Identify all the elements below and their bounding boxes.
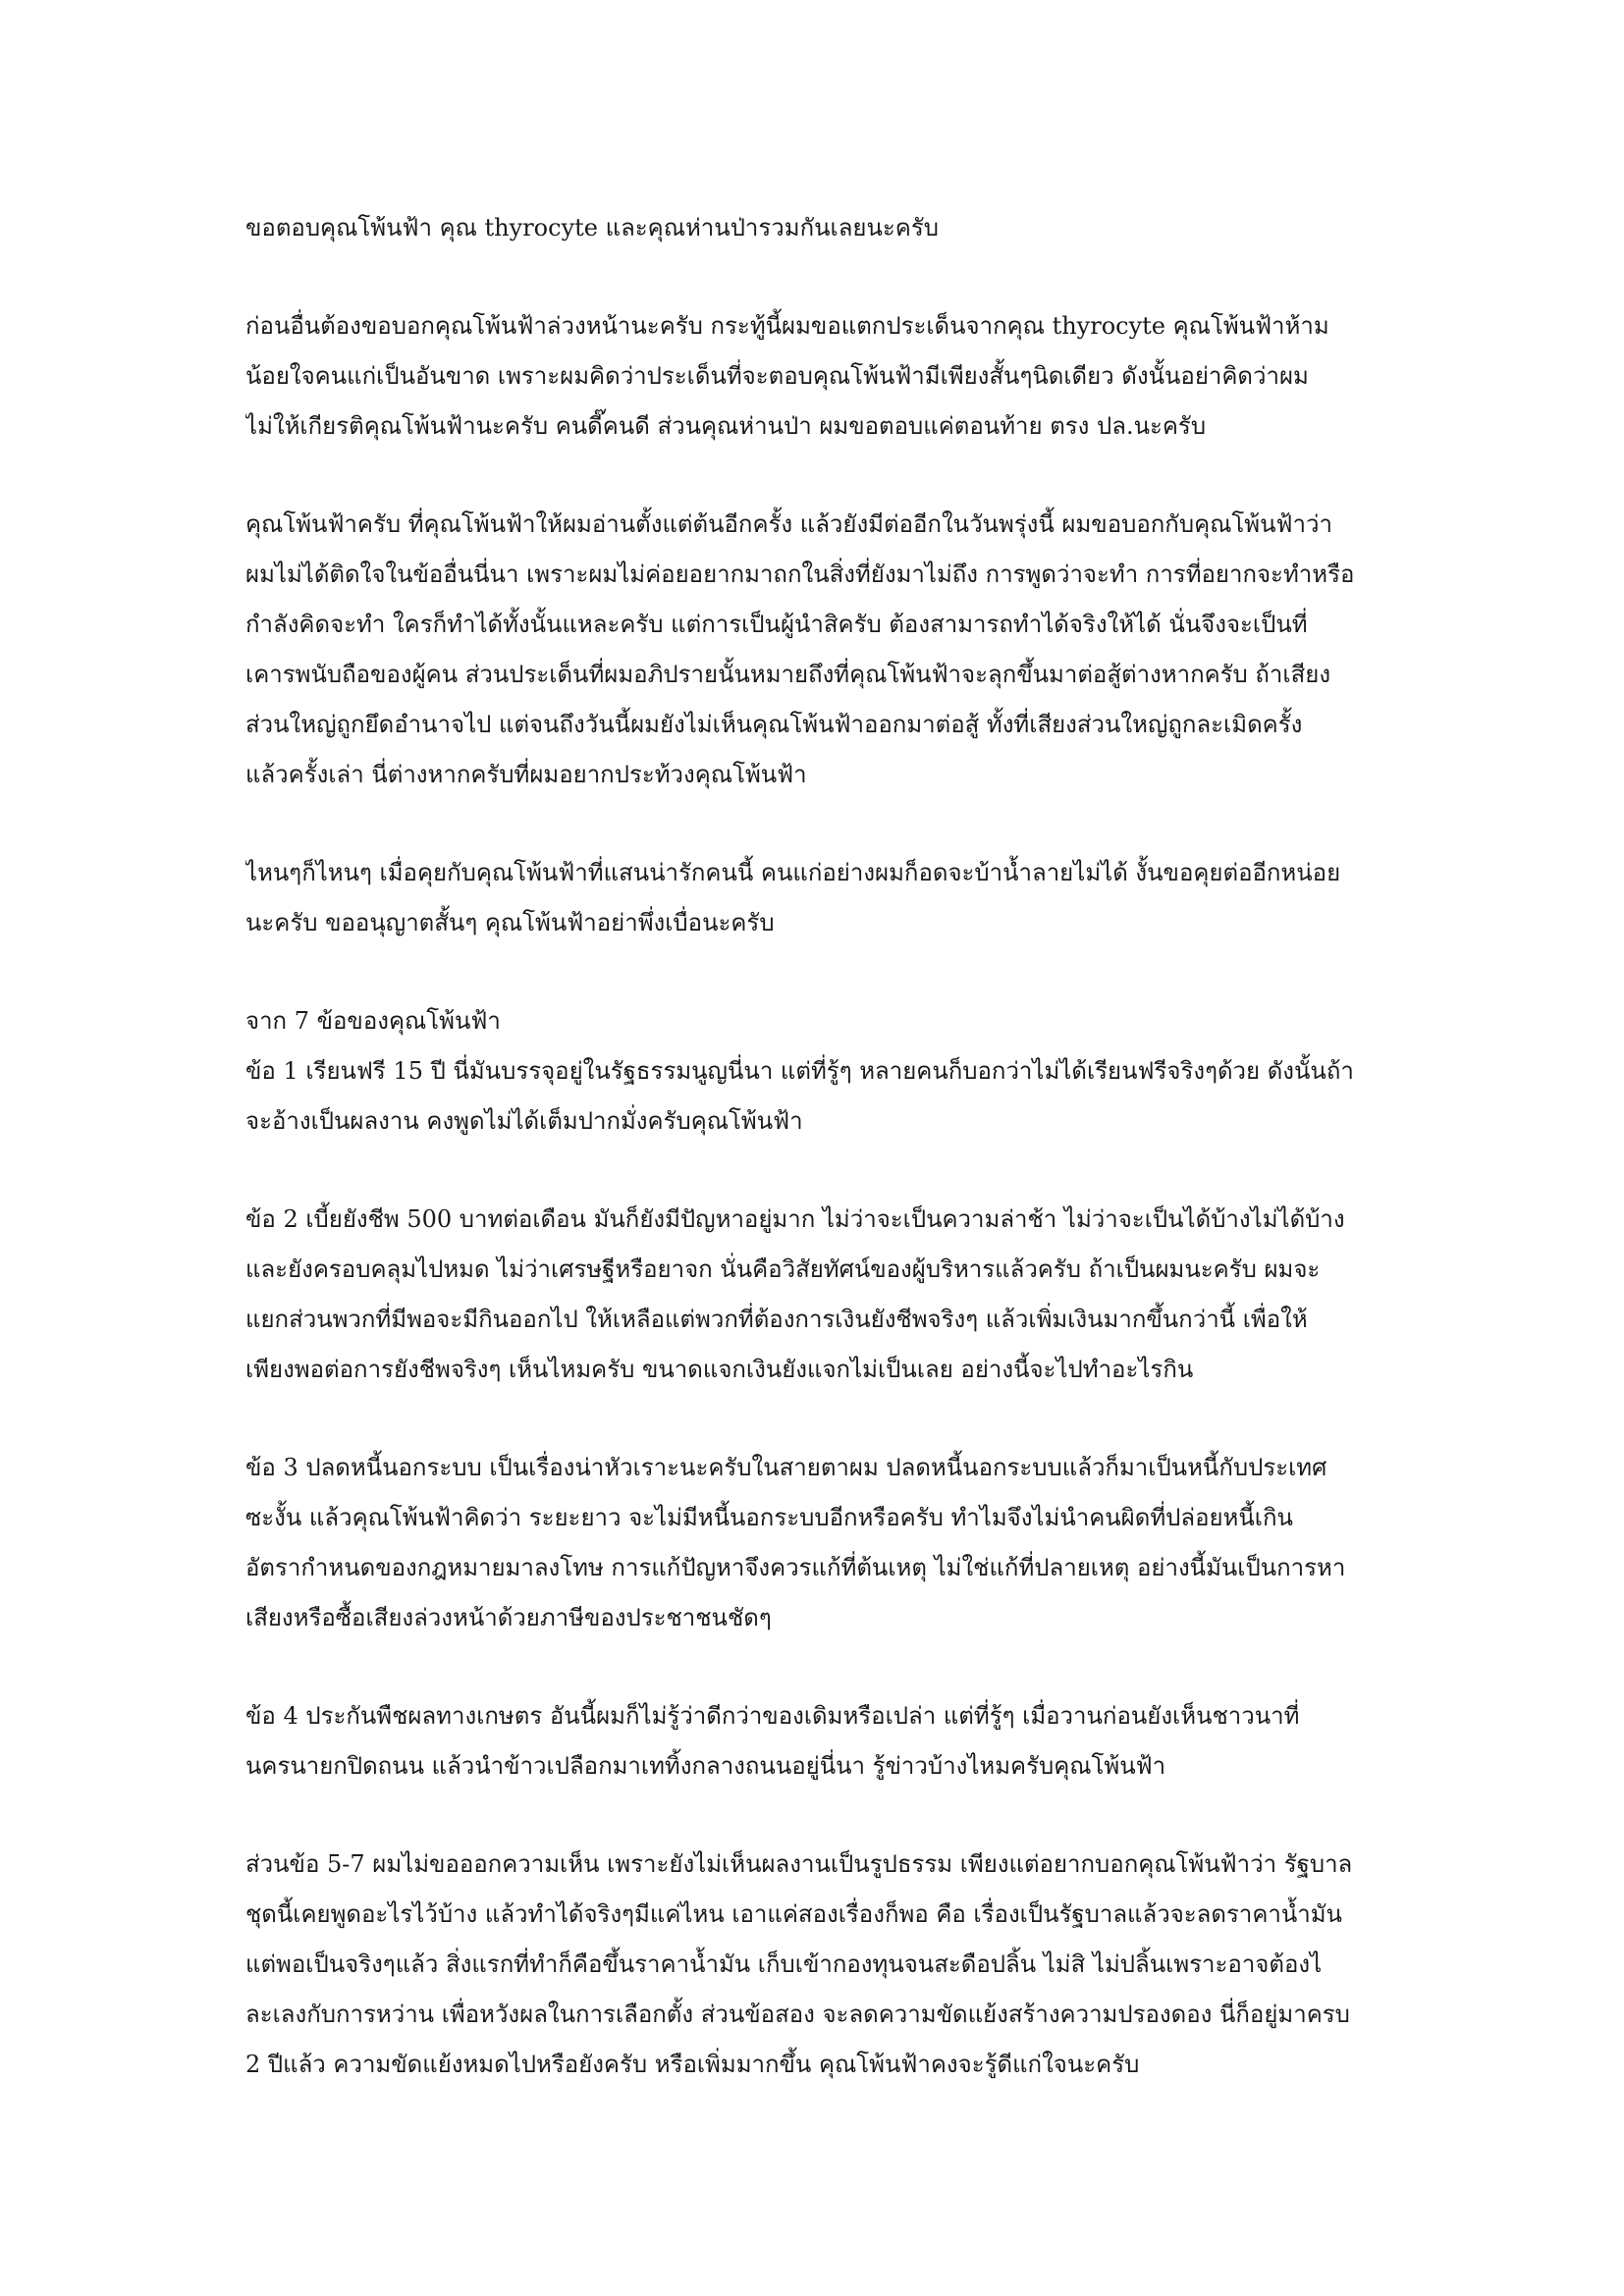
text-line: จะอ้างเป็นผลงาน คงพูดไม่ได้เต็มปากมั่งครับคุณโพ้นฟ้า — [245, 1107, 803, 1135]
document-body — [245, 203, 1396, 2090]
text-line: กำลังคิดจะทำ ใครก็ทำได้ทั้งนั้นแหละครับ แต่การเป็นผู้นำสิครับ ต้องสามารถทำได้จริงให้ได้ นั่นจึงจะเป็นที่ — [245, 611, 1308, 638]
paragraph-intro — [245, 301, 1396, 452]
text-line: นครนายกปิดถนน แล้วนำข้าวเปลือกมาเททิ้งกลางถนนอยู่นี่นา รู้ข่าวบ้างไหมครับคุณโพ้นฟ้า — [245, 1752, 1166, 1780]
text-line: ข้อ 1 เรียนฟรี 15 ปี นี่มันบรรจุอยู่ในรัฐธรรมนูญนี่นา แต่ที่รู้ๆ หลายคนก็บอกว่าไม่ได้เรียนฟรีจริงๆด้วย ดังนั้นถ้า — [245, 1057, 1354, 1085]
text-line: ส่วนข้อ 5-7 ผมไม่ขอออกความเห็น เพราะยังไม่เห็นผลงานเป็นรูปธรรม เพียงแต่อยากบอกคุณโพ้นฟ้าว่า รัฐบาล — [245, 1850, 1353, 1878]
text-line: ไม่ให้เกียรติคุณโพ้นฟ้านะครับ คนดี๊คนดี ส่วนคุณห่านป่า ผมขอตอบแค่ตอนท้าย ตรง ปล.นะครับ — [245, 412, 1207, 440]
paragraph-point-3 — [245, 1443, 1396, 1643]
text-line: ข้อ 3 ปลดหนี้นอกระบบ เป็นเรื่องน่าหัวเราะนะครับในสายตาผม ปลดหนี้นอกระบบแล้วก็มาเป็นหนี้กับประเทศ — [245, 1454, 1327, 1481]
paragraph-point-1 — [245, 996, 1396, 1147]
text-line: 2 ปีแล้ว ความขัดแย้งหมดไปหรือยังครับ หรือเพิ่มมากขึ้น คุณโพ้นฟ้าคงจะรู้ดีแก่ใจนะครับ — [245, 2051, 1140, 2078]
text-line: แต่พอเป็นจริงๆแล้ว สิ่งแรกที่ทำก็คือขึ้นราคาน้ำมัน เก็บเข้ากองทุนจนสะดือปลิ้น ไม่สิ ไม่ปลิ้นเพราะอาจต้องไ — [245, 1950, 1323, 1978]
text-line: แล้วครั้งเล่า นี่ต่างหากครับที่ผมอยากประท้วงคุณโพ้นฟ้า — [245, 761, 807, 788]
text-line: นะครับ ขออนุญาตสั้นๆ คุณโพ้นฟ้าอย่าพึ่งเบื่อนะครับ — [245, 909, 775, 936]
text-line: แยกส่วนพวกที่มีพอจะมีกินออกไป ให้เหลือแต่พวกที่ต้องการเงินยังชีพจริงๆ แล้วเพิ่มเงินมากขึ้นกว่านี้ เพื่อให้ — [245, 1306, 1308, 1333]
paragraph-points-5-7 — [245, 1840, 1396, 2090]
text-line: ขอตอบคุณโพ้นฟ้า คุณ thyrocyte และคุณห่านป่ารวมกันเลยนะครับ — [245, 214, 939, 241]
text-line: น้อยใจคนแก่เป็นอันขาด เพราะผมคิดว่าประเด็นที่จะตอบคุณโพ้นฟ้ามีเพียงสั้นๆนิดเดียว ดังนั้นอย่าคิดว่าผม — [245, 362, 1309, 390]
text-line: เสียงหรือซื้อเสียงล่วงหน้าด้วยภาษีของประชาชนชัดๆ — [245, 1604, 772, 1631]
text-line: อัตรากำหนดของกฎหมายมาลงโทษ การแก้ปัญหาจึงควรแก้ที่ต้นเหตุ ไม่ใช่แก้ที่ปลายเหตุ อย่างนี้มันเป็นการหา — [245, 1554, 1346, 1581]
text-line: ซะงั้น แล้วคุณโพ้นฟ้าคิดว่า ระยะยาว จะไม่มีหนี้นอกระบบอีกหรือครับ ทำไมจึงไม่นำคนผิดที่ปล่อยหนี้เกิน — [245, 1504, 1293, 1531]
text-line: ก่อนอื่นต้องขอบอกคุณโพ้นฟ้าล่วงหน้านะครับ กระทู้นี้ผมขอแตกประเด็นจากคุณ thyrocyte คุณโพ้นฟ้าห้าม — [245, 312, 1329, 340]
text-line: และยังครอบคลุมไปหมด ไม่ว่าเศรษฐีหรือยาจก นั่นคือวิสัยทัศน์ของผู้บริหารแล้วครับ ถ้าเป็นผมนะครับ ผมจะ — [245, 1255, 1321, 1283]
text-line: เพียงพอต่อการยังชีพจริงๆ เห็นไหมครับ ขนาดแจกเงินยังแจกไม่เป็นเลย อย่างนี้จะไปทำอะไรกิน — [245, 1356, 1194, 1383]
text-line: ไหนๆก็ไหนๆ เมื่อคุยกับคุณโพ้นฟ้าที่แสนน่ารักคนนี้ คนแก่อย่างผมก็อดจะบ้าน้ำลายไม่ได้ งั้นขอคุยต่ออีกหน่อย — [245, 859, 1341, 886]
text-line: คุณโพ้นฟ้าครับ ที่คุณโพ้นฟ้าให้ผมอ่านตั้งแต่ต้นอีกครั้ง แล้วยังมีต่ออีกในวันพรุ่งนี้ ผมขอบอกกับคุณโพ้นฟ้าว่า — [245, 510, 1332, 538]
text-line: ละเลงกับการหว่าน เพื่อหวังผลในการเลือกตั้ง ส่วนข้อสอง จะลดความขัดแย้งสร้างความปรองดอง นี่ก็อยู่มาครบ — [245, 2001, 1350, 2028]
text-line: ข้อ 2 เบี้ยยังชีพ 500 บาทต่อเดือน มันก็ยังมีปัญหาอยู่มาก ไม่ว่าจะเป็นความล่าช้า ไม่ว่าจะเป็นได้บ้างไม่ได้บ้าง — [245, 1205, 1345, 1233]
text-line: ข้อ 4 ประกันพืชผลทางเกษตร อันนี้ผมก็ไม่รู้ว่าดีกว่าของเดิมหรือเปล่า แต่ที่รู้ๆ เมื่อวานก่อนยังเห็นชาวนาที่ — [245, 1702, 1300, 1730]
text-line: ผมไม่ได้ติดใจในข้ออื่นนี่นา เพราะผมไม่ค่อยอยากมาถกในสิ่งที่ยังมาไม่ถึง การพูดว่าจะทำ การที่อยากจะทำหรือ — [245, 561, 1355, 588]
section-heading: จาก 7 ข้อของคุณโพ้นฟ้า — [245, 1007, 501, 1035]
text-line: เคารพนับถือของผู้คน ส่วนประเด็นที่ผมอภิปรายนั้นหมายถึงที่คุณโพ้นฟ้าจะลุกขึ้นมาต่อสู้ต่างหากครับ ถ้าเสียง — [245, 661, 1331, 688]
paragraph-point-2 — [245, 1195, 1396, 1395]
paragraph-continue — [245, 848, 1396, 948]
paragraph-point-4 — [245, 1691, 1396, 1791]
text-line: ส่วนใหญ่ถูกยึดอำนาจไป แต่จนถึงวันนี้ผมยังไม่เห็นคุณโพ้นฟ้าออกมาต่อสู้ ทั้งที่เสียงส่วนใหญ่ถูกละเมิดครั้ง — [245, 711, 1303, 738]
text-line: ชุดนี้เคยพูดอะไรไว้บ้าง แล้วทำได้จริงๆมีแค่ไหน เอาแค่สองเรื่องก็พอ คือ เรื่องเป็นรัฐบาลแล้วจะลดราคาน้ำมัน — [245, 1900, 1342, 1928]
paragraph-response — [245, 500, 1396, 800]
paragraph-greeting — [245, 203, 1396, 253]
